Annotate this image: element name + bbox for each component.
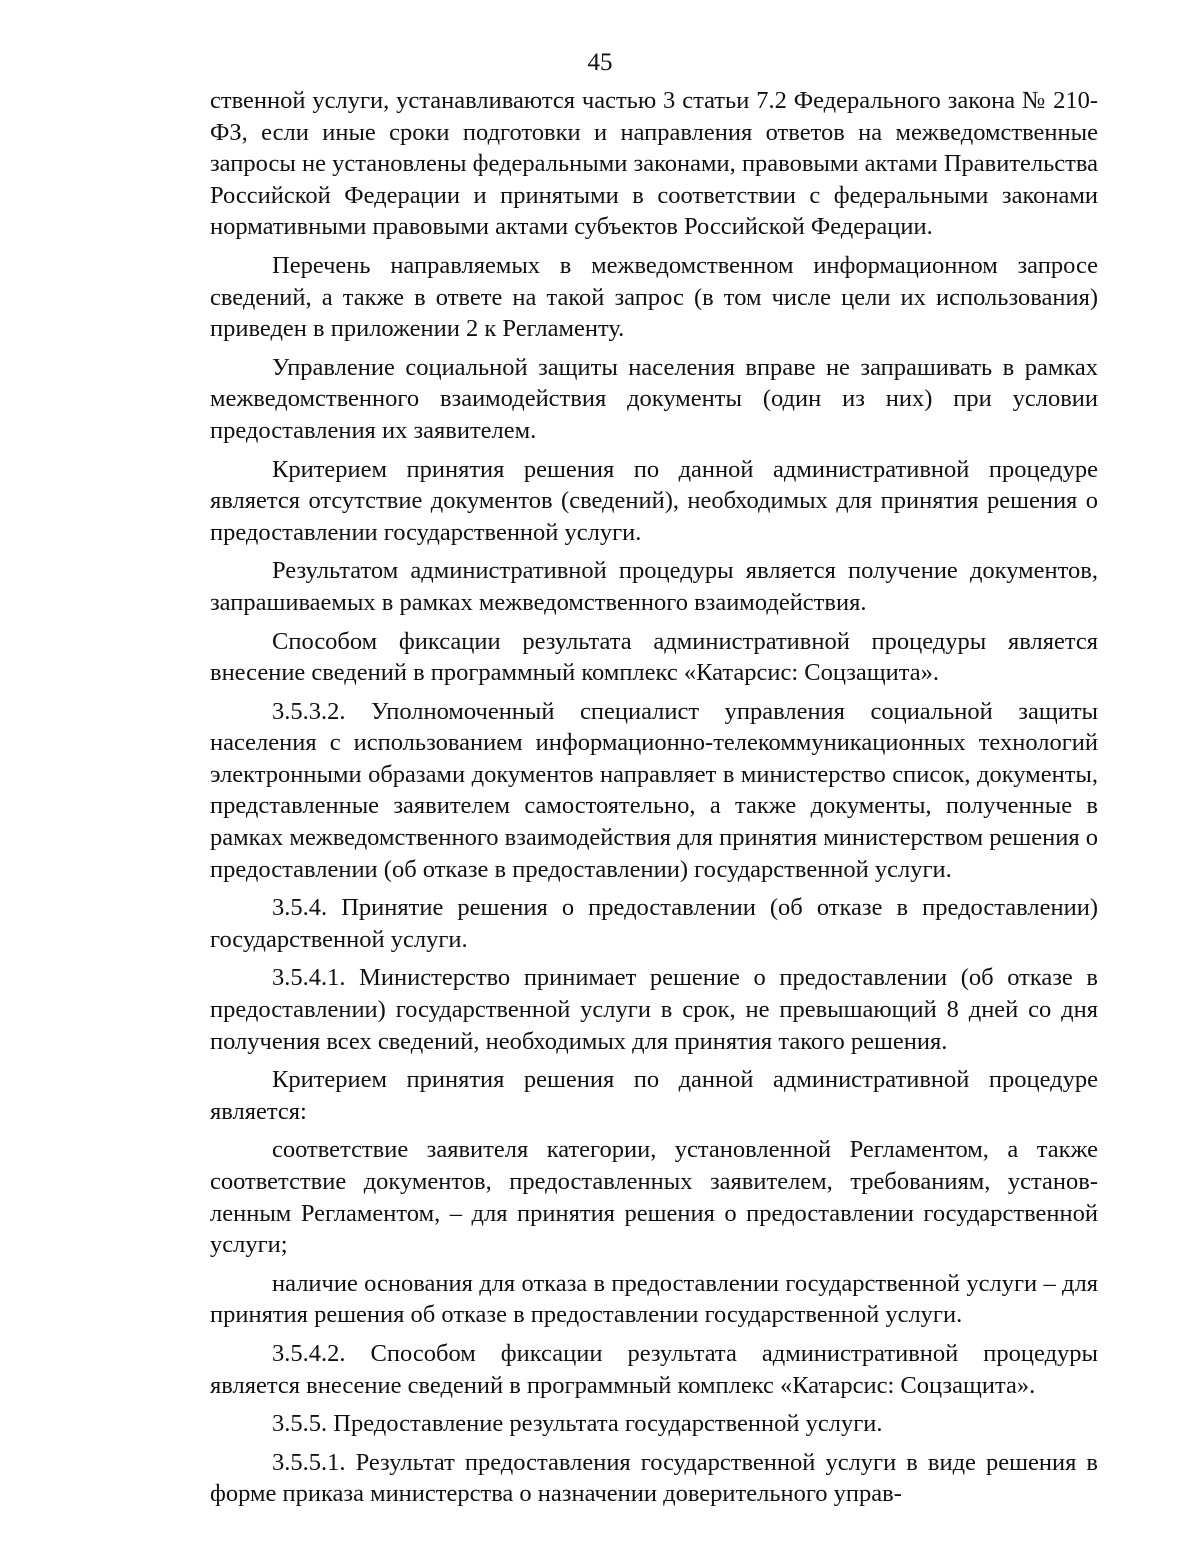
paragraph-decision-criterion: Критерием принятия решения по данной административной процедуре является отсутствие документов (сведений), необходимых для принятия решения о предоставлении государственной услуги. bbox=[210, 455, 1098, 546]
paragraph-3-5-3-2: 3.5.3.2. Уполномоченный специалист управления социальной защиты населения с использованием информационно-телекоммуникационных технологий электронными образами документов направляет в министерство список, документы, представленные заявителем самостоятельно, а также документы, полученные в рамках межведомственного взаимодействия для принятия министерством решения о предоставлении (об отказе в предоставлении) государственной услуги. bbox=[210, 697, 1098, 883]
document-body bbox=[210, 85, 1098, 1517]
paragraph-3-5-4-1: 3.5.4.1. Министерство принимает решение о предоставлении (об отказе в предоставлении) государственной услуги в срок, не превышающий 8 дней со дня получения всех сведений, необходимых для принятия такого решения. bbox=[210, 964, 1098, 1055]
paragraph-3-5-4: 3.5.4. Принятие решения о предоставлении (об отказе в предоставлении) государственной услуги. bbox=[210, 894, 1098, 953]
paragraph-procedure-result: Результатом административной процедуры является получение документов, запрашиваемых в рамках межведомственного взаимодействия. bbox=[210, 557, 1098, 616]
paragraph-social-protection-right: Управление социальной защиты населения вправе не запрашивать в рамках межведомственного взаимодействия документы (один из них) при условии предоставления их заявителем. bbox=[210, 353, 1098, 444]
page-number: 45 bbox=[587, 49, 613, 76]
paragraph-fixation-method: Способом фиксации результата административной процедуры является внесение сведений в программный комплекс «Катарсис: Соцзащита». bbox=[210, 627, 1098, 687]
paragraph-criterion-refusal: наличие основания для отказа в предоставлении государственной услуги – для принятия решения об отказе в предоставлении государственной услуги. bbox=[210, 1269, 1098, 1329]
paragraph-3-5-5: 3.5.5. Предоставление результата государственной услуги. bbox=[272, 1410, 883, 1438]
paragraph-continuation: ственной услуги, устанавливаются частью 3 статьи 7.2 Федерального закона № 210-ФЗ, если иные сроки подготовки и направления ответов на межведомственные запросы не установлены федеральными законами, правовыми актами Правительства Российской Федерации и принятыми в соответствии с федеральными законами нормативными правовыми актами субъектов Российской Федерации. bbox=[210, 87, 1098, 241]
paragraph-criterion-intro: Критерием принятия решения по данной административной процедуре является: bbox=[210, 1066, 1098, 1125]
paragraph-request-list: Перечень направляемых в межведомственном информационном запросе сведений, а также в ответе на такой запрос (в том числе цели их использования) приведен в приложении 2 к Регламенту. bbox=[210, 251, 1098, 343]
paragraph-criterion-compliance: соответствие заявителя категории, установленной Регламентом, а также соответствие документов, предоставленных заявителем, требованиям, установленным Регламентом, – для принятия решения о предоставлении государственной услуги; bbox=[210, 1136, 1098, 1259]
paragraph-3-5-5-1: 3.5.5.1. Результат предоставления государственной услуги в виде решения в форме приказа министерства о назначении доверительного управ- bbox=[210, 1448, 1098, 1508]
paragraph-3-5-4-2: 3.5.4.2. Способом фиксации результата административной процедуры является внесение сведений в программный комплекс «Катарсис: Соцзащита». bbox=[210, 1339, 1098, 1399]
